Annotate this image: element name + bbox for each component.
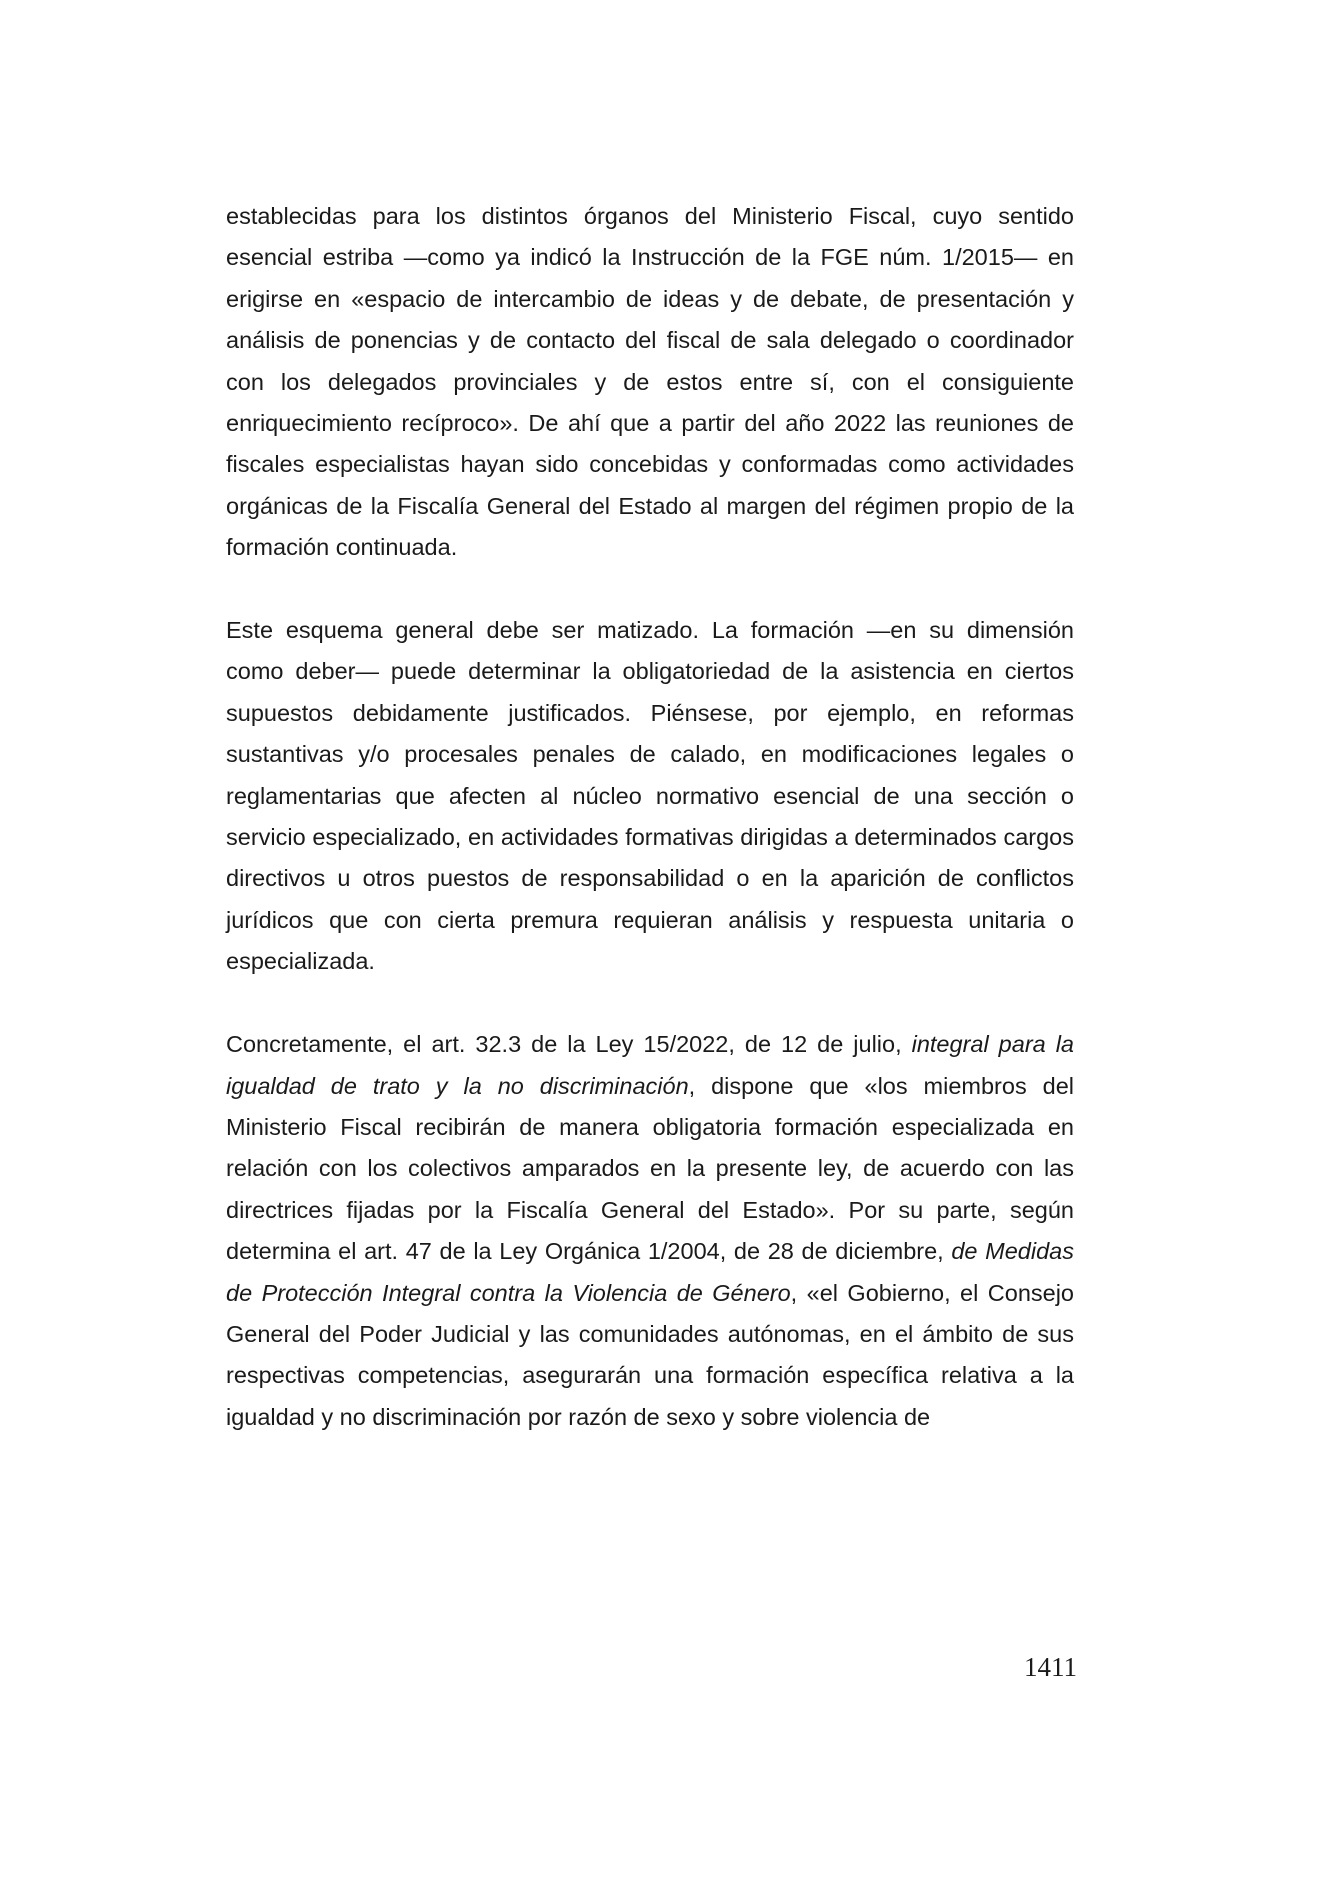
paragraph-text: establecidas para los distintos órganos del Ministerio Fiscal, cuyo sentido esencial estriba —como ya indicó la Instrucción de la FGE núm. 1/2015— en erigirse en «espacio de intercambio de ideas y de debate, de presentación y análisis de ponencias y de contacto del fiscal de sala delegado o coordinador con los delegados provinciales y de estos entre sí, con el consiguiente enriquecimiento recíproco». De ahí que a partir del año 2022 las reuniones de fiscales especialistas hayan sido concebidas y conformadas como actividades orgánicas de la Fiscalía General del Estado al margen del régimen propio de la formación continuada.	[226, 203, 1074, 561]
paragraph-text: , dispone que «los miembros del Ministerio Fiscal recibirán de manera obligatoria formación especializada en relación con los colectivos amparados en la presente ley, de acuerdo con las directrices fijadas por la Fiscalía General del Estado». Por su parte, según determina el art. 47 de la Ley Orgánica 1/2004, de 28 de diciembre,	[226, 1072, 1074, 1265]
paragraph-text: , «el Gobierno, el Consejo General del Poder Judicial y las comunidades autónomas, en el ámbito de sus respectivas competencias, asegurarán una formación específica relativa a la igualdad y no discriminación por razón de sexo y sobre violencia de	[226, 1279, 1074, 1430]
law-title-italic: de Medidas de Protección Integral contra la Violencia de Género	[226, 1238, 1074, 1306]
paragraph-text: Este esquema general debe ser matizado. La formación —en su dimensión como deber— puede determinar la obligatoriedad de la asistencia en ciertos supuestos debidamente justificados. Piénsese, por ejemplo, en reformas sustantivas y/o procesales penales de calado, en modificaciones legales o reglamentarias que afecten al núcleo normativo esencial de una sección o servicio especializado, en actividades formativas dirigidas a determinados cargos directivos u otros puestos de responsabilidad o en la aparición de conflictos jurídicos que con cierta premura requieran análisis y respuesta unitaria o especializada.	[226, 617, 1074, 975]
page-number: 1411	[1024, 1652, 1077, 1682]
paragraph-text: Concretamente, el art. 32.3 de la Ley 15/2022, de 12 de julio,	[226, 1031, 912, 1058]
paragraph	[226, 1024, 1074, 1438]
document-body	[226, 196, 1074, 1438]
paragraph	[226, 196, 1074, 569]
law-title-italic: integral para la igualdad de trato y la no discriminación	[226, 1031, 1074, 1099]
paragraph	[226, 610, 1074, 983]
